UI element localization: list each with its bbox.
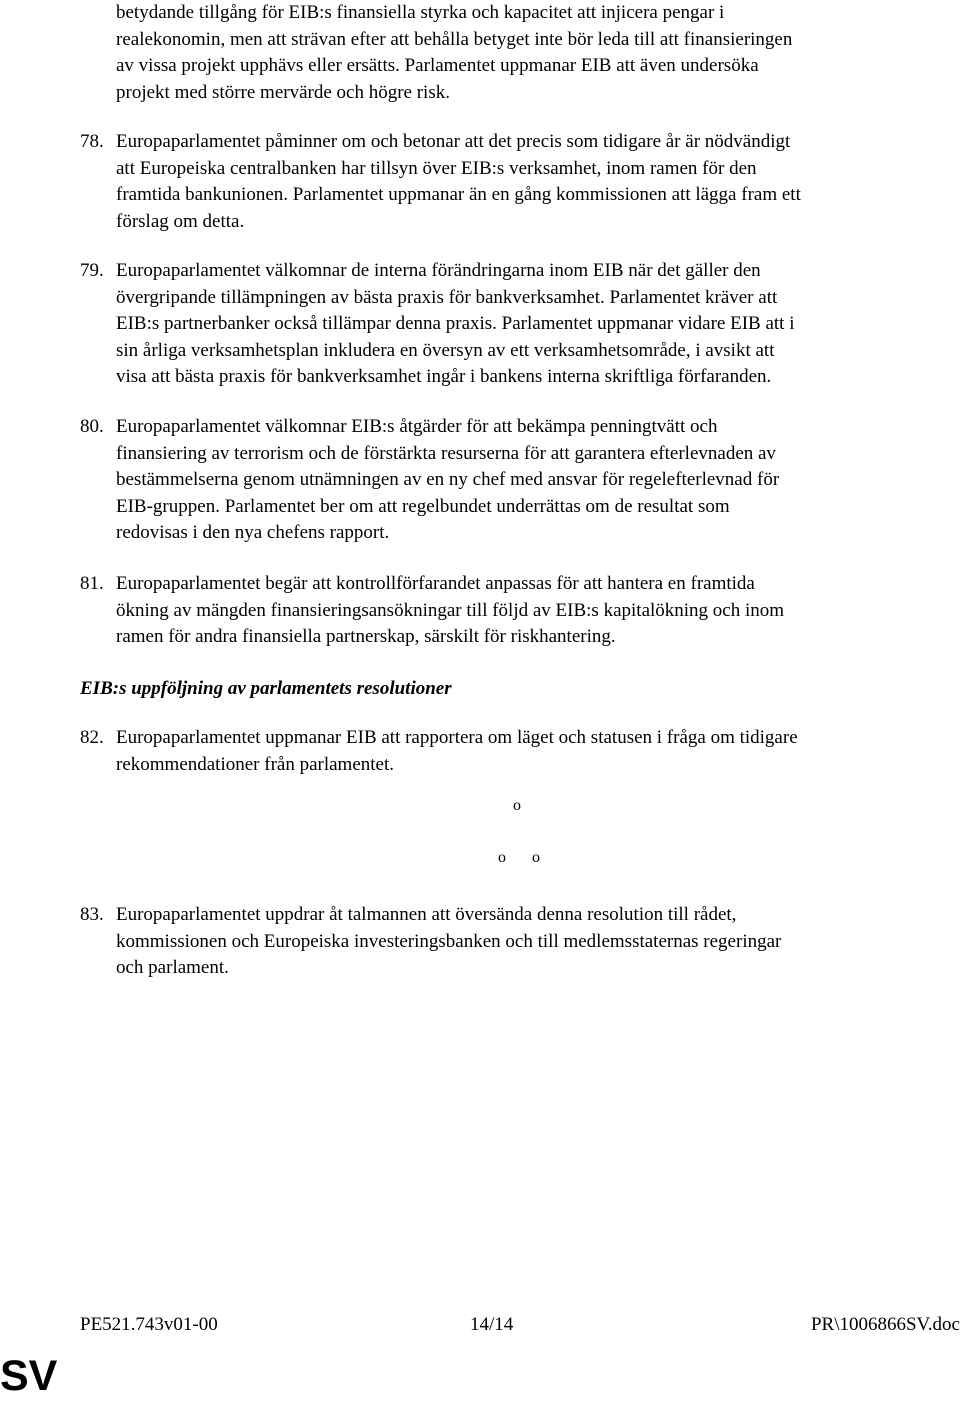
paragraph-number: 78. [80, 131, 104, 152]
paragraph-number: 81. [80, 573, 104, 594]
document-reference: PE521.743v01-00 [80, 1314, 218, 1335]
page-number: 14/14 [470, 1314, 514, 1335]
paragraph-number: 79. [80, 260, 104, 281]
file-name: PR\1006866SV.doc [810, 1314, 960, 1335]
paragraph-number: 82. [80, 727, 104, 748]
separator-mark: o [513, 797, 521, 814]
paragraph-text: Europaparlamentet uppmanar EIB att rapportera om läget och statusen i fråga om tidigare rekommendationer från parlamentet. [116, 727, 798, 775]
paragraph-text: Europaparlamentet begär att kontrollförfarandet anpassas för att hantera en framtida ökning av mängden finansieringsansökningar till följd av EIB:s kapitalökning och inom ramen för andra finansiella partnerskap, särskilt för riskhantering. [116, 573, 785, 647]
language-code: SV [0, 1352, 58, 1400]
paragraph-text: Europaparlamentet välkomnar de interna förändringarna inom EIB när det gäller den övergripande tillämpningen av bästa praxis för bankverksamhet. Parlamentet kräver att EIB:s partnerbanker också tillämpar denna praxis. Parlamentet uppmanar vidare EIB att i sin årliga verksamhetsplan inkludera en översyn av ett verksamhetsområde, i avsikt att visa att bästa praxis för bankverksamhet ingår i bankens interna skriftliga förfaranden. [116, 260, 795, 387]
section-heading: EIB:s uppföljning av parlamentets resolutioner [80, 678, 452, 699]
separator-mark: o [498, 849, 506, 866]
paragraph-text: Europaparlamentet påminner om och betonar att det precis som tidigare år är nödvändigt att Europeiska centralbanken har tillsyn över EIB:s verksamhet, inom ramen för den framtida bankunionen. Parlamentet uppmanar än en gång kommissionen att lägga fram ett förslag om detta. [116, 131, 801, 232]
separator-mark: o [532, 849, 540, 866]
paragraph-number: 80. [80, 416, 104, 437]
paragraph-text: Europaparlamentet uppdrar åt talmannen att översända denna resolution till rådet, kommissionen och Europeiska investeringsbanken och till medlemsstaternas regeringar och parlament. [116, 904, 782, 978]
continuation-text: betydande tillgång för EIB:s finansiella styrka och kapacitet att injicera pengar i realekonomin, men att strävan efter att behålla betyget inte bör leda till att finansieringen av vissa projekt upphävs eller ersätts. Parlamentet uppmanar EIB att även undersöka projekt med större mervärde och högre risk. [116, 2, 793, 103]
paragraph-text: Europaparlamentet välkomnar EIB:s åtgärder för att bekämpa penningtvätt och finansiering av terrorism och de förstärkta resurserna för att garantera efterlevnaden av bestämmelserna genom utnämningen av en ny chef med ansvar för regelefterlevnad för EIB-gruppen. Parlamentet ber om att regelbundet underrättas om de resultat som redovisas i den nya chefens rapport. [116, 416, 780, 543]
paragraph-number: 83. [80, 904, 104, 925]
